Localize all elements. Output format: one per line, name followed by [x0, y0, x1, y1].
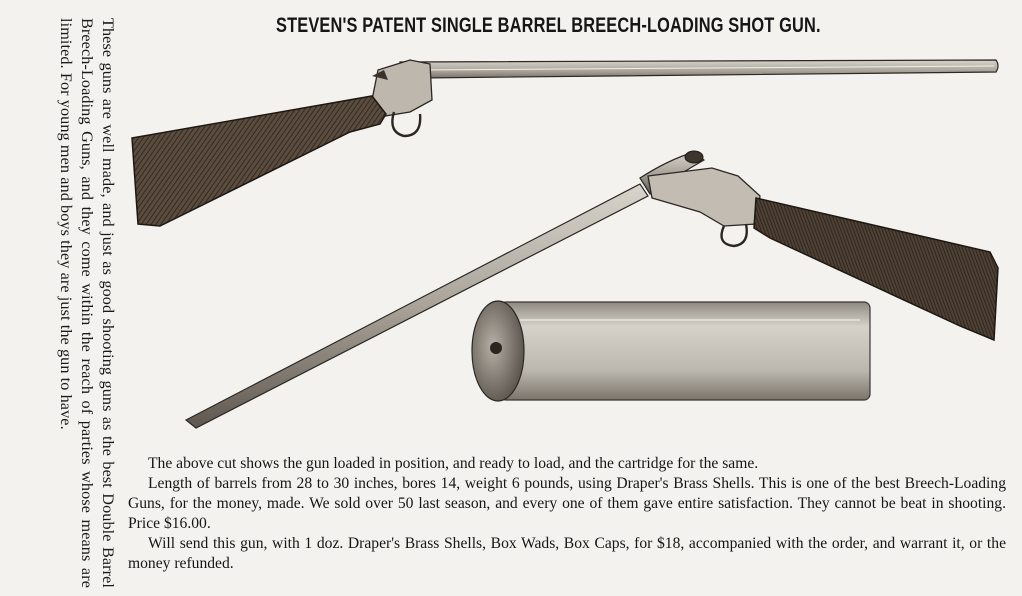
paragraph-1: The above cut shows the gun loaded in position, and ready to load, and the cartridge for the same.: [148, 455, 759, 472]
paragraph-2: Length of barrels from 28 to 30 inches, bores 14, weight 6 pounds, using Draper's Brass Shells. This is one of the best Breech-Loading Guns, for the money, made. We sold over 50 last season, and every one of them gave entire satisfaction. They cannot be beat in shooting. Price $16.00.: [128, 475, 1006, 532]
closed-shotgun-drawing: [132, 60, 998, 226]
description-text: [128, 454, 1006, 574]
brass-shell-drawing: [472, 301, 870, 401]
paragraph-3: Will send this gun, with 1 doz. Draper's Brass Shells, Box Wads, Box Caps, for $18, accompanied with the order, and warrant it, or the money refunded.: [128, 535, 1006, 572]
page-title: STEVEN'S PATENT SINGLE BARREL BREECH-LOADING SHOT GUN.: [276, 14, 821, 37]
side-paragraph: These guns are well made, and just as good shooting guns as the best Double Barrel Breech-Loading Guns, and they come within the reach of parties whose means are limited. For young men and boys they are just the gun to have.: [57, 18, 117, 588]
